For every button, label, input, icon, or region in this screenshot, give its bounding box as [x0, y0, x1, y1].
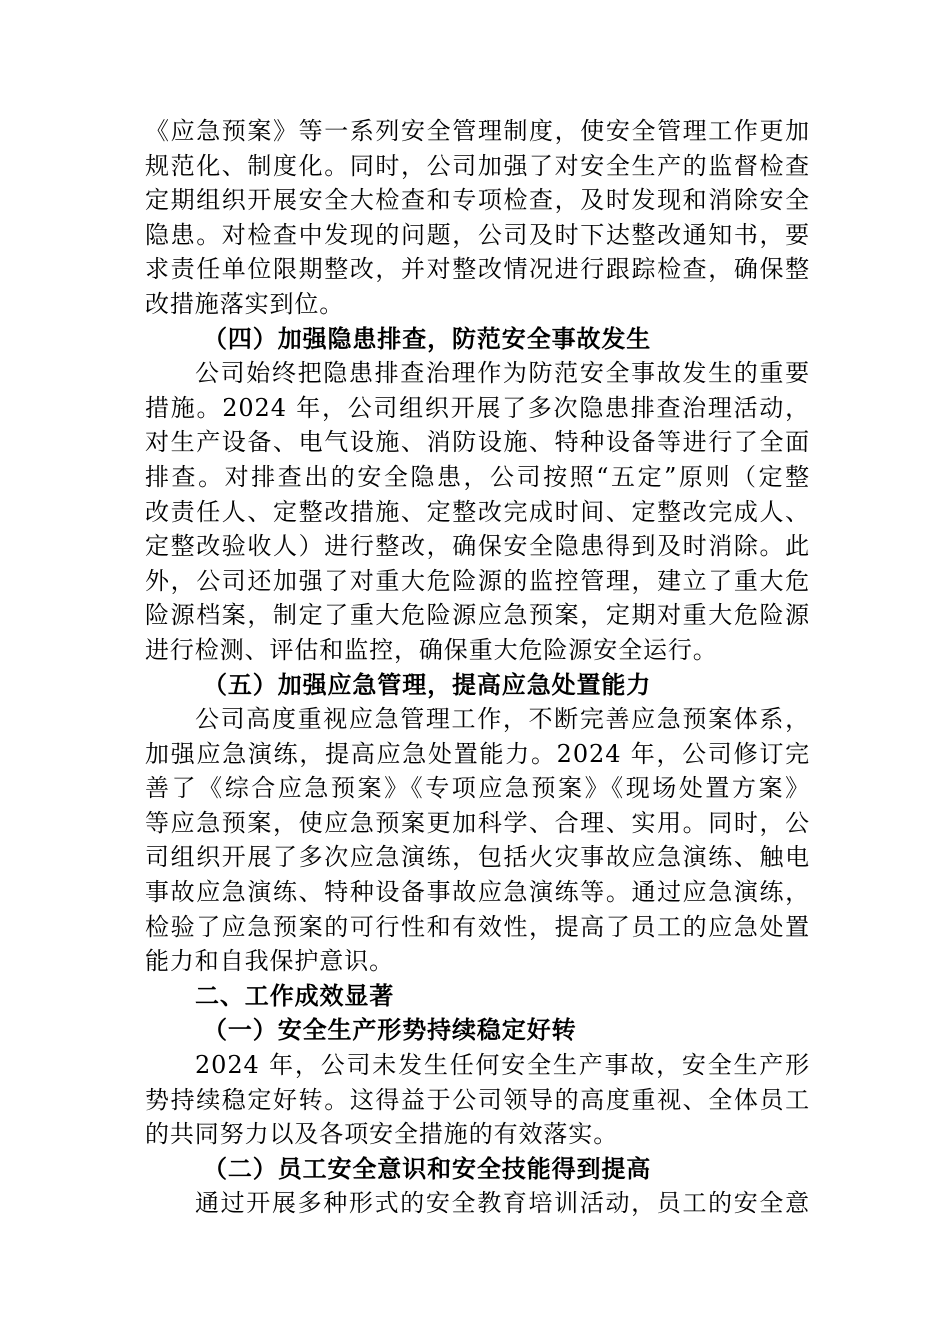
paragraph-line: 检验了应急预案的可行性和有效性，提高了员工的应急处置 — [145, 912, 810, 941]
paragraph-line: 定整改验收人）进行整改，确保安全隐患得到及时消除。此 — [145, 532, 810, 561]
paragraph-line: 能力和自我保护意识。 — [145, 947, 394, 976]
paragraph-line: 事故应急演练、特种设备事故应急演练等。通过应急演练， — [145, 878, 810, 907]
paragraph-line: 的共同努力以及各项安全措施的有效落实。 — [145, 1120, 619, 1149]
section-subheading: （一）安全生产形势持续稳定好转 — [203, 1015, 577, 1045]
paragraph-line: 公司高度重视应急管理工作，不断完善应急预案体系， — [195, 705, 810, 734]
paragraph-line: 等应急预案，使应急预案更加科学、合理、实用。同时，公 — [145, 808, 810, 837]
paragraph-line: 《应急预案》等一系列安全管理制度，使安全管理工作更加 — [145, 117, 810, 145]
paragraph-line: 定期组织开展安全大检查和专项检查，及时发现和消除安全 — [145, 186, 810, 215]
paragraph-line: 通过开展多种形式的安全教育培训活动，员工的安全意 — [195, 1189, 810, 1218]
paragraph-line: 司组织开展了多次应急演练，包括火灾事故应急演练、触电 — [145, 843, 810, 872]
paragraph-line: 措施。2024 年，公司组织开展了多次隐患排查治理活动， — [145, 393, 810, 422]
paragraph-line: 善了《综合应急预案》《专项应急预案》《现场处置方案》 — [145, 774, 810, 803]
paragraph-line: 2024 年，公司未发生任何安全生产事故，安全生产形 — [195, 1051, 810, 1080]
paragraph-line: 排查。对排查出的安全隐患，公司按照“五定”原则（定整 — [145, 462, 810, 491]
paragraph-line: 势持续稳定好转。这得益于公司领导的高度重视、全体员工 — [145, 1085, 810, 1114]
section-subheading: （五）加强应急管理，提高应急处置能力 — [203, 669, 652, 699]
paragraph-line: 公司始终把隐患排查治理作为防范安全事故发生的重要 — [195, 359, 810, 388]
paragraph-line: 隐患。对检查中发现的问题，公司及时下达整改通知书，要 — [145, 220, 810, 249]
paragraph-line: 进行检测、评估和监控，确保重大危险源安全运行。 — [145, 635, 718, 664]
paragraph-line: 对生产设备、电气设施、消防设施、特种设备等进行了全面 — [145, 428, 810, 457]
paragraph-line: 改措施落实到位。 — [145, 289, 345, 318]
section-subheading: （二）员工安全意识和安全技能得到提高 — [203, 1153, 652, 1183]
section-subheading: （四）加强隐患排查，防范安全事故发生 — [203, 323, 652, 353]
document-body — [145, 114, 810, 1221]
paragraph-line: 加强应急演练，提高应急处置能力。2024 年，公司修订完 — [145, 739, 810, 768]
paragraph-line: 改责任人、定整改措施、定整改完成时间、定整改完成人、 — [145, 497, 810, 526]
paragraph-line: 求责任单位限期整改，并对整改情况进行跟踪检查，确保整 — [145, 255, 810, 284]
paragraph-line: 规范化、制度化。同时，公司加强了对安全生产的监督检查 — [145, 151, 810, 180]
paragraph-line: 险源档案，制定了重大危险源应急预案，定期对重大危险源 — [145, 601, 810, 630]
section-heading: 二、工作成效显著 — [195, 981, 395, 1010]
paragraph-line: 外，公司还加强了对重大危险源的监控管理，建立了重大危 — [145, 566, 810, 595]
